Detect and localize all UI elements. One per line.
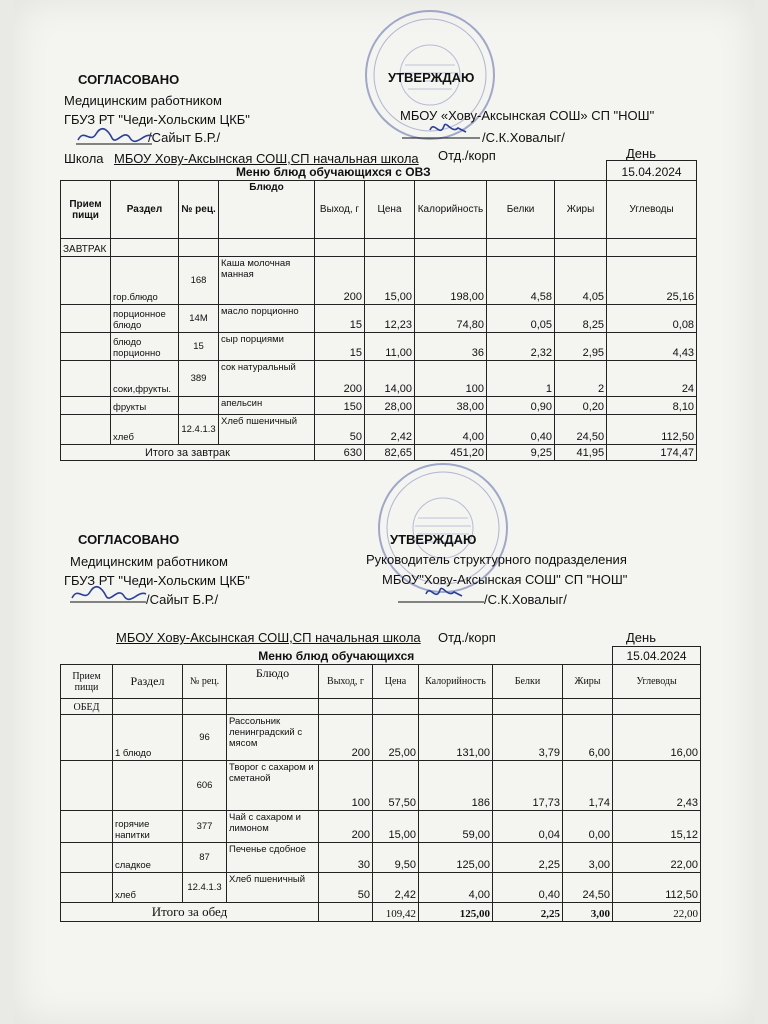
meal-cell	[61, 761, 113, 811]
lunch-cell-kcal: 59,00	[419, 811, 493, 843]
meal-cell	[61, 811, 113, 843]
lunch-row	[61, 843, 701, 873]
breakfast-cell-section: соки,фрукты.	[111, 361, 179, 397]
col-meal-2: Прием пищи	[61, 665, 113, 699]
dept-label-2: Отд./корп	[438, 630, 496, 645]
lunch-cell-carbs: 22,00	[613, 843, 701, 873]
total-yield: 630	[315, 445, 365, 461]
lunch-cell-price: 9,50	[373, 843, 419, 873]
lunch-cell-yield: 200	[319, 715, 373, 761]
school-label: Школа	[64, 151, 104, 166]
meal-cell	[61, 333, 111, 361]
col-price-2: Цена	[373, 665, 419, 699]
lunch-cell-price: 25,00	[373, 715, 419, 761]
total-protein: 9,25	[487, 445, 555, 461]
breakfast-cell-rec: 168	[179, 257, 219, 305]
approve-heading-2: УТВЕРЖДАЮ	[390, 532, 477, 547]
breakfast-cell-carbs: 8,10	[607, 397, 697, 415]
breakfast-cell-fat: 2,95	[555, 333, 607, 361]
meal-name: ЗАВТРАК	[61, 239, 111, 257]
breakfast-cell-kcal: 38,00	[415, 397, 487, 415]
lunch-cell-yield: 200	[319, 811, 373, 843]
breakfast-cell-fat: 8,25	[555, 305, 607, 333]
breakfast-row	[61, 333, 697, 361]
lunch-cell-price: 15,00	[373, 811, 419, 843]
breakfast-cell-carbs: 112,50	[607, 415, 697, 445]
col-carbs-2: Углеводы	[613, 665, 701, 699]
menu-date-2: 15.04.2024	[613, 647, 701, 665]
breakfast-cell-carbs: 4,43	[607, 333, 697, 361]
breakfast-cell-dish: сок натуральный	[219, 361, 315, 397]
breakfast-cell-rec: 389	[179, 361, 219, 397]
breakfast-cell-yield: 50	[315, 415, 365, 445]
breakfast-cell-protein: 0,90	[487, 397, 555, 415]
col-kcal: Калорийность	[415, 181, 487, 239]
col-rec: № рец.	[179, 181, 219, 239]
breakfast-cell-dish: апельсин	[219, 397, 315, 415]
lunch-cell-kcal: 4,00	[419, 873, 493, 903]
breakfast-cell-fat: 24,50	[555, 415, 607, 445]
lunch-cell-protein: 0,40	[493, 873, 563, 903]
lunch-cell-price: 2,42	[373, 873, 419, 903]
agreed-heading-2: СОГЛАСОВАНО	[78, 532, 180, 547]
lunch-row	[61, 873, 701, 903]
lunch-cell-rec: 96	[183, 715, 227, 761]
breakfast-cell-protein: 2,32	[487, 333, 555, 361]
breakfast-cell-fat: 0,20	[555, 397, 607, 415]
meal-cell	[61, 415, 111, 445]
total-carbs-2: 22,00	[613, 903, 701, 922]
total-yield-2	[319, 903, 373, 922]
lunch-cell-yield: 100	[319, 761, 373, 811]
breakfast-cell-dish: Хлеб пшеничный	[219, 415, 315, 445]
agreed-line-2-2: ГБУЗ РТ "Чеди-Хольским ЦКБ"	[64, 573, 250, 588]
breakfast-cell-kcal: 74,80	[415, 305, 487, 333]
agreed-heading: СОГЛАСОВАНО	[78, 72, 180, 87]
col-dish: Блюдо	[219, 181, 315, 239]
agreed-signer-2: /Сайыт Б.Р./	[146, 592, 219, 607]
signature-medic	[74, 124, 154, 148]
total-fat: 41,95	[555, 445, 607, 461]
breakfast-rows	[61, 257, 697, 445]
lunch-cell-rec: 377	[183, 811, 227, 843]
breakfast-cell-kcal: 4,00	[415, 415, 487, 445]
lunch-cell-fat: 3,00	[563, 843, 613, 873]
approve-line-2-2: МБОУ"Хову-Аксынская СОШ" СП "НОШ"	[382, 572, 628, 587]
col-rec-2: № рец.	[183, 665, 227, 699]
lunch-cell-dish: Творог с сахаром и сметаной	[227, 761, 319, 811]
col-dish-2: Блюдо	[227, 665, 319, 699]
col-section-2: Раздел	[113, 665, 183, 699]
breakfast-cell-section: гор.блюдо	[111, 257, 179, 305]
lunch-cell-protein: 2,25	[493, 843, 563, 873]
col-carbs: Углеводы	[607, 181, 697, 239]
day-label: День	[626, 146, 656, 161]
breakfast-cell-yield: 200	[315, 361, 365, 397]
school-name: МБОУ Хову-Аксынская СОШ,СП начальная школа	[114, 151, 419, 166]
lunch-cell-yield: 50	[319, 873, 373, 903]
total-price: 82,65	[365, 445, 415, 461]
breakfast-cell-fat: 2	[555, 361, 607, 397]
lunch-cell-section: сладкое	[113, 843, 183, 873]
breakfast-cell-yield: 15	[315, 333, 365, 361]
breakfast-cell-price: 28,00	[365, 397, 415, 415]
lunch-cell-dish: Хлеб пшеничный	[227, 873, 319, 903]
breakfast-cell-protein: 1	[487, 361, 555, 397]
lunch-cell-price: 57,50	[373, 761, 419, 811]
breakfast-cell-kcal: 198,00	[415, 257, 487, 305]
approve-signer-2: /С.К.Ховалыг/	[484, 592, 567, 607]
breakfast-cell-protein: 0,05	[487, 305, 555, 333]
breakfast-cell-yield: 200	[315, 257, 365, 305]
col-fat-2: Жиры	[563, 665, 613, 699]
lunch-cell-fat: 1,74	[563, 761, 613, 811]
lunch-cell-protein: 17,73	[493, 761, 563, 811]
agreed-line-1-2: Медицинским работником	[70, 554, 228, 569]
lunch-rows	[61, 715, 701, 903]
signature-director-2	[396, 580, 486, 606]
agreed-signer: /Сайыт Б.Р./	[148, 130, 221, 145]
dept-label: Отд./корп	[438, 148, 496, 163]
lunch-cell-dish: Печенье сдобное	[227, 843, 319, 873]
meal-cell	[61, 361, 111, 397]
lunch-cell-section: горячие напитки	[113, 811, 183, 843]
col-meal: Прием пищи	[61, 181, 111, 239]
breakfast-cell-price: 14,00	[365, 361, 415, 397]
meal-cell	[61, 715, 113, 761]
col-fat: Жиры	[555, 181, 607, 239]
col-protein: Белки	[487, 181, 555, 239]
approve-signer: /С.К.Ховалыг/	[482, 130, 565, 145]
approve-line-1: МБОУ «Хову-Аксынская СОШ» СП "НОШ"	[400, 108, 655, 123]
menu-date: 15.04.2024	[607, 161, 697, 181]
total-label: Итого за завтрак	[61, 445, 315, 461]
col-yield-2: Выход, г	[319, 665, 373, 699]
total-kcal-2: 125,00	[419, 903, 493, 922]
total-price-2: 109,42	[373, 903, 419, 922]
lunch-cell-kcal: 125,00	[419, 843, 493, 873]
lunch-cell-section	[113, 761, 183, 811]
lunch-cell-fat: 0,00	[563, 811, 613, 843]
breakfast-cell-price: 12,23	[365, 305, 415, 333]
breakfast-row	[61, 397, 697, 415]
lunch-cell-carbs: 2,43	[613, 761, 701, 811]
breakfast-cell-price: 11,00	[365, 333, 415, 361]
meal-name-2: ОБЕД	[61, 699, 113, 715]
total-fat-2: 3,00	[563, 903, 613, 922]
lunch-row	[61, 811, 701, 843]
breakfast-cell-carbs: 25,16	[607, 257, 697, 305]
lunch-cell-kcal: 131,00	[419, 715, 493, 761]
school-name-2: МБОУ Хову-Аксынская СОШ,СП начальная школа	[116, 630, 421, 645]
lunch-cell-section: хлеб	[113, 873, 183, 903]
approve-line-1-2: Руководитель структурного подразделения	[366, 552, 627, 567]
breakfast-cell-price: 15,00	[365, 257, 415, 305]
meal-cell	[61, 843, 113, 873]
lunch-total-row	[61, 903, 701, 922]
col-section: Раздел	[111, 181, 179, 239]
total-carbs: 174,47	[607, 445, 697, 461]
lunch-cell-section: 1 блюдо	[113, 715, 183, 761]
col-kcal-2: Калорийность	[419, 665, 493, 699]
breakfast-cell-fat: 4,05	[555, 257, 607, 305]
meal-cell	[61, 873, 113, 903]
breakfast-row	[61, 257, 697, 305]
breakfast-cell-dish: сыр порциями	[219, 333, 315, 361]
lunch-cell-fat: 24,50	[563, 873, 613, 903]
breakfast-cell-kcal: 36	[415, 333, 487, 361]
lunch-cell-carbs: 16,00	[613, 715, 701, 761]
signature-medic-2	[68, 582, 148, 606]
breakfast-row	[61, 361, 697, 397]
menu-table-lunch	[60, 646, 701, 922]
breakfast-cell-rec: 12.4.1.3	[179, 415, 219, 445]
breakfast-cell-section: блюдо порционно	[111, 333, 179, 361]
lunch-row	[61, 715, 701, 761]
lunch-cell-dish: Рассольник ленинградский с мясом	[227, 715, 319, 761]
meal-cell	[61, 397, 111, 415]
day-label-2: День	[626, 630, 656, 645]
agreed-line-1: Медицинским работником	[64, 93, 222, 108]
lunch-cell-yield: 30	[319, 843, 373, 873]
lunch-cell-kcal: 186	[419, 761, 493, 811]
breakfast-row	[61, 415, 697, 445]
menu-table-breakfast	[60, 160, 697, 461]
menu-title: Меню блюд обучающихся с ОВЗ	[61, 161, 607, 181]
lunch-cell-fat: 6,00	[563, 715, 613, 761]
lunch-cell-carbs: 15,12	[613, 811, 701, 843]
total-label-2: Итого за обед	[61, 903, 319, 922]
breakfast-cell-protein: 4,58	[487, 257, 555, 305]
breakfast-cell-rec	[179, 397, 219, 415]
breakfast-cell-carbs: 0,08	[607, 305, 697, 333]
col-price: Цена	[365, 181, 415, 239]
lunch-cell-rec: 87	[183, 843, 227, 873]
breakfast-cell-yield: 150	[315, 397, 365, 415]
breakfast-cell-rec: 14М	[179, 305, 219, 333]
breakfast-cell-kcal: 100	[415, 361, 487, 397]
lunch-cell-rec: 606	[183, 761, 227, 811]
lunch-cell-protein: 3,79	[493, 715, 563, 761]
breakfast-row	[61, 305, 697, 333]
menu-title-2: Меню блюд обучающихся	[61, 647, 613, 665]
total-kcal: 451,20	[415, 445, 487, 461]
breakfast-cell-section: фрукты	[111, 397, 179, 415]
lunch-row	[61, 761, 701, 811]
signature-director	[400, 116, 482, 142]
lunch-cell-rec: 12.4.1.3	[183, 873, 227, 903]
breakfast-cell-section: порционное блюдо	[111, 305, 179, 333]
breakfast-cell-carbs: 24	[607, 361, 697, 397]
lunch-cell-dish: Чай с сахаром и лимоном	[227, 811, 319, 843]
breakfast-cell-price: 2,42	[365, 415, 415, 445]
breakfast-cell-dish: Каша молочная манная	[219, 257, 315, 305]
meal-cell	[61, 257, 111, 305]
agreed-line-2: ГБУЗ РТ "Чеди-Хольским ЦКБ"	[64, 112, 250, 127]
lunch-cell-protein: 0,04	[493, 811, 563, 843]
approve-heading: УТВЕРЖДАЮ	[388, 70, 475, 85]
lunch-cell-carbs: 112,50	[613, 873, 701, 903]
col-yield: Выход, г	[315, 181, 365, 239]
total-protein-2: 2,25	[493, 903, 563, 922]
breakfast-cell-protein: 0,40	[487, 415, 555, 445]
breakfast-cell-dish: масло порционно	[219, 305, 315, 333]
breakfast-cell-section: хлеб	[111, 415, 179, 445]
col-protein-2: Белки	[493, 665, 563, 699]
breakfast-cell-yield: 15	[315, 305, 365, 333]
meal-cell	[61, 305, 111, 333]
breakfast-cell-rec: 15	[179, 333, 219, 361]
